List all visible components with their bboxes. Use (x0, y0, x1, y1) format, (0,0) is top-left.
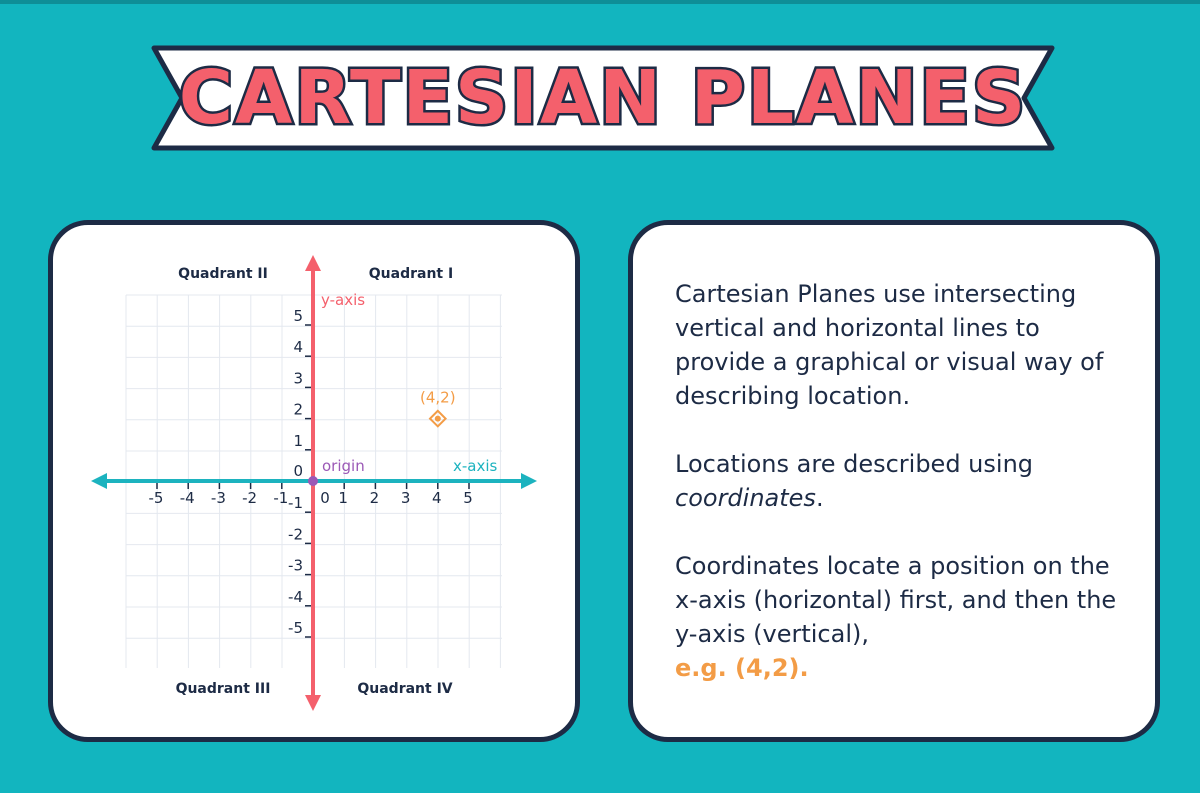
y-tick-label: 0 (293, 462, 303, 480)
x-axis-arrow-left-icon (91, 473, 107, 489)
x-tick-label: 0 (320, 489, 330, 507)
x-axis-arrow-right-icon (521, 473, 537, 489)
description (675, 277, 1135, 719)
description-paragraph-2 (675, 447, 1135, 515)
quadrant-iii-label: Quadrant III (175, 681, 271, 697)
page-title: CARTESIAN PLANES (178, 55, 1028, 141)
y-tick-label: 5 (293, 307, 303, 325)
x-tick-label: 1 (338, 489, 348, 507)
y-tick-labels (288, 307, 303, 637)
title-banner (150, 44, 1056, 152)
origin-label: origin (322, 457, 365, 475)
coordinates-term: coordinates (675, 484, 816, 512)
description-p3-start: Coordinates locate a position on the x-axis (horizontal) first, and then the y-axis (vertical), (675, 552, 1117, 648)
x-tick-label: -3 (210, 489, 226, 507)
description-paragraph-3 (675, 549, 1135, 685)
y-tick-label: -2 (288, 525, 303, 544)
x-tick-label: -4 (179, 489, 195, 507)
x-tick-label: -1 (273, 489, 289, 507)
origin-dot (308, 476, 318, 486)
x-tick-labels (149, 489, 473, 507)
description-paragraph-1: Cartesian Planes use intersecting vertical and horizontal lines to provide a graphical or visual way of describing location. (675, 280, 1104, 410)
quadrant-ii-label: Quadrant II (178, 266, 268, 282)
diagram-panel (48, 220, 580, 742)
x-tick-label: 4 (432, 489, 442, 507)
y-tick-label: -4 (288, 587, 303, 606)
x-axis-label: x-axis (453, 457, 498, 475)
y-axis-arrow-up-icon (305, 255, 321, 271)
y-tick-label: -1 (288, 494, 303, 513)
y-axis-label: y-axis (321, 291, 366, 309)
y-tick-label: 2 (293, 400, 303, 419)
example-coordinate: e.g. (4,2). (675, 654, 809, 682)
y-tick-label: -5 (288, 619, 303, 637)
quadrant-iv-label: Quadrant IV (357, 681, 453, 697)
description-panel (628, 220, 1160, 742)
x-tick-label: 5 (463, 489, 473, 507)
example-point-label: (4,2) (420, 388, 456, 407)
description-p2-start: Locations are described using (675, 450, 1034, 478)
x-tick-label: -5 (148, 489, 164, 507)
x-tick-label: 2 (369, 489, 380, 507)
example-point-center (435, 416, 441, 422)
y-tick-label: 3 (293, 369, 303, 388)
quadrant-i-label: Quadrant I (368, 266, 454, 282)
y-tick-label: 1 (293, 431, 303, 450)
x-tick-label: 3 (400, 489, 411, 507)
x-tick-label: -2 (242, 489, 258, 507)
y-axis-arrow-down-icon (305, 695, 321, 711)
y-tick-label: 4 (293, 338, 303, 357)
cartesian-plane (53, 225, 575, 737)
top-strip (0, 0, 1200, 4)
y-tick-label: -3 (288, 556, 303, 575)
description-p2-end: . (815, 484, 824, 512)
